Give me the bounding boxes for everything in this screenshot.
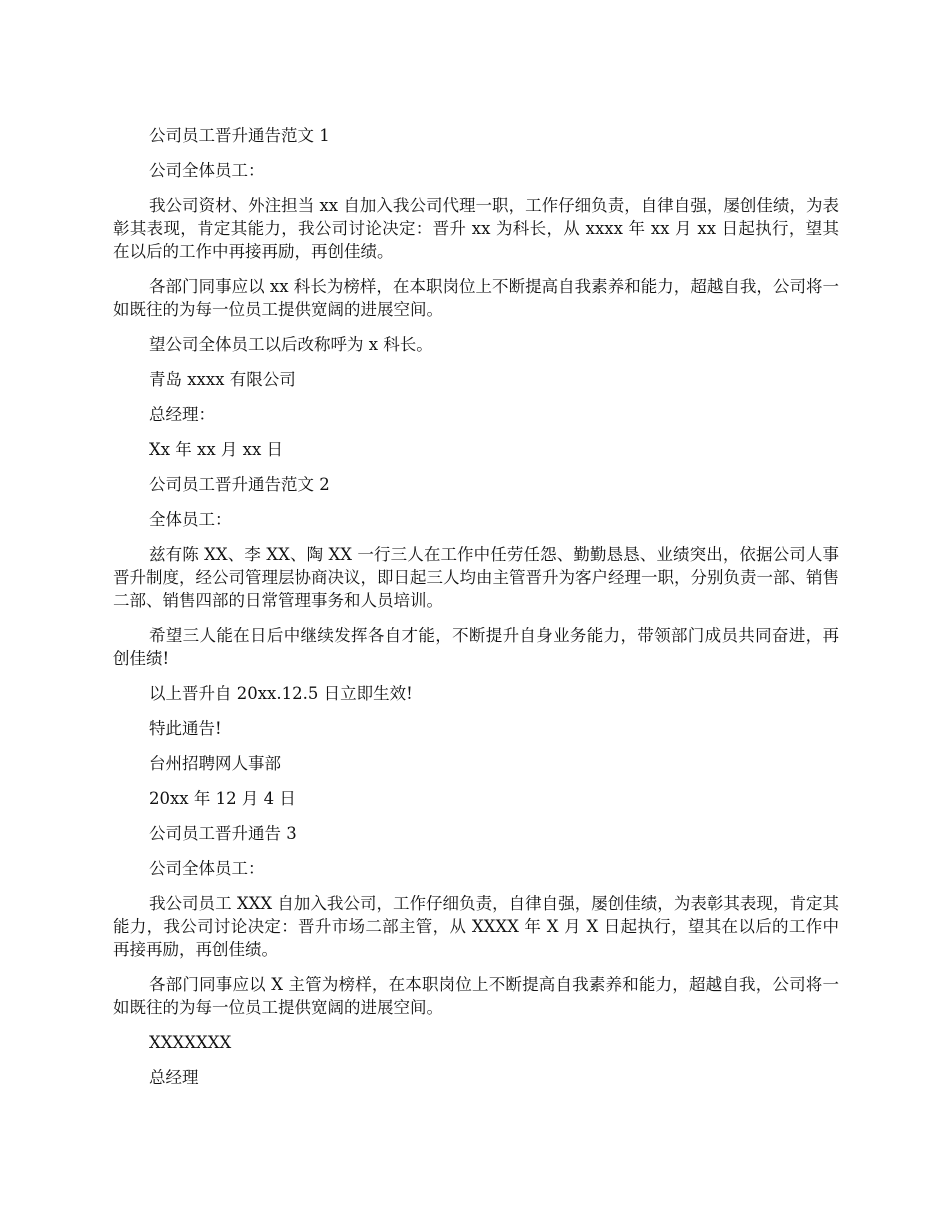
body-paragraph: 我公司员工 XXX 自加入我公司，工作仔细负责，自律自强，屡创佳绩，为表彰其表现，肯定其能力，我公司讨论决定：晋升市场二部主管，从 XXXX 年 X 月 X 日起执行，望其在以后的工作中再接再励，再创佳绩。 xyxy=(113,894,839,959)
signature-title: 总经理 xyxy=(149,1068,199,1087)
signature-title: 总经理： xyxy=(149,405,215,424)
body-paragraph: 特此通告! xyxy=(149,719,222,738)
signature-date: Xx 年 xx 月 xx 日 xyxy=(149,440,283,459)
body-paragraph: 各部门同事应以 X 主管为榜样，在本职岗位上不断提高自我素养和能力，超越自我，公司将一如既往的为每一位员工提供宽阔的进展空间。 xyxy=(113,975,839,1017)
signature-name: XXXXXXX xyxy=(149,1033,232,1052)
salutation-2: 全体员工： xyxy=(149,510,232,529)
signature-date: 20xx 年 12 月 4 日 xyxy=(149,789,296,808)
section-title-2: 公司员工晋升通告范文 2 xyxy=(149,475,330,494)
salutation-1: 公司全体员工： xyxy=(149,161,265,180)
body-paragraph: 兹有陈 XX、李 XX、陶 XX 一行三人在工作中任劳任怨、勤勤恳恳、业绩突出，依据公司人事晋升制度，经公司管理层协商决议，即日起三人均由主管晋升为客户经理一职，分别负责一部、销售二部、销售四部的日常管理事务和人员培训。 xyxy=(113,545,839,610)
signature-company: 青岛 xxxx 有限公司 xyxy=(149,370,296,389)
salutation-3: 公司全体员工： xyxy=(149,859,265,878)
section-title-3: 公司员工晋升通告 3 xyxy=(149,824,297,843)
body-paragraph: 希望三人能在日后中继续发挥各自才能，不断提升自身业务能力，带领部门成员共同奋进，再创佳绩! xyxy=(113,626,839,668)
signature-department: 台州招聘网人事部 xyxy=(149,754,281,773)
body-paragraph: 各部门同事应以 xx 科长为榜样，在本职岗位上不断提高自我素养和能力，超越自我，公司将一如既往的为每一位员工提供宽阔的进展空间。 xyxy=(113,277,839,319)
section-title-1: 公司员工晋升通告范文 1 xyxy=(149,126,330,145)
body-paragraph: 我公司资材、外注担当 xx 自加入我公司代理一职，工作仔细负责，自律自强，屡创佳绩，为表彰其表现，肯定其能力，我公司讨论决定：晋升 xx 为科长，从 xxxx 年 xx 月 xx 日起执行，望其在以后的工作中再接再励，再创佳绩。 xyxy=(113,196,839,261)
body-paragraph: 望公司全体员工以后改称呼为 x 科长。 xyxy=(149,335,433,354)
body-paragraph: 以上晋升自 20xx.12.5 日立即生效! xyxy=(149,684,413,703)
document-body xyxy=(113,124,839,1101)
